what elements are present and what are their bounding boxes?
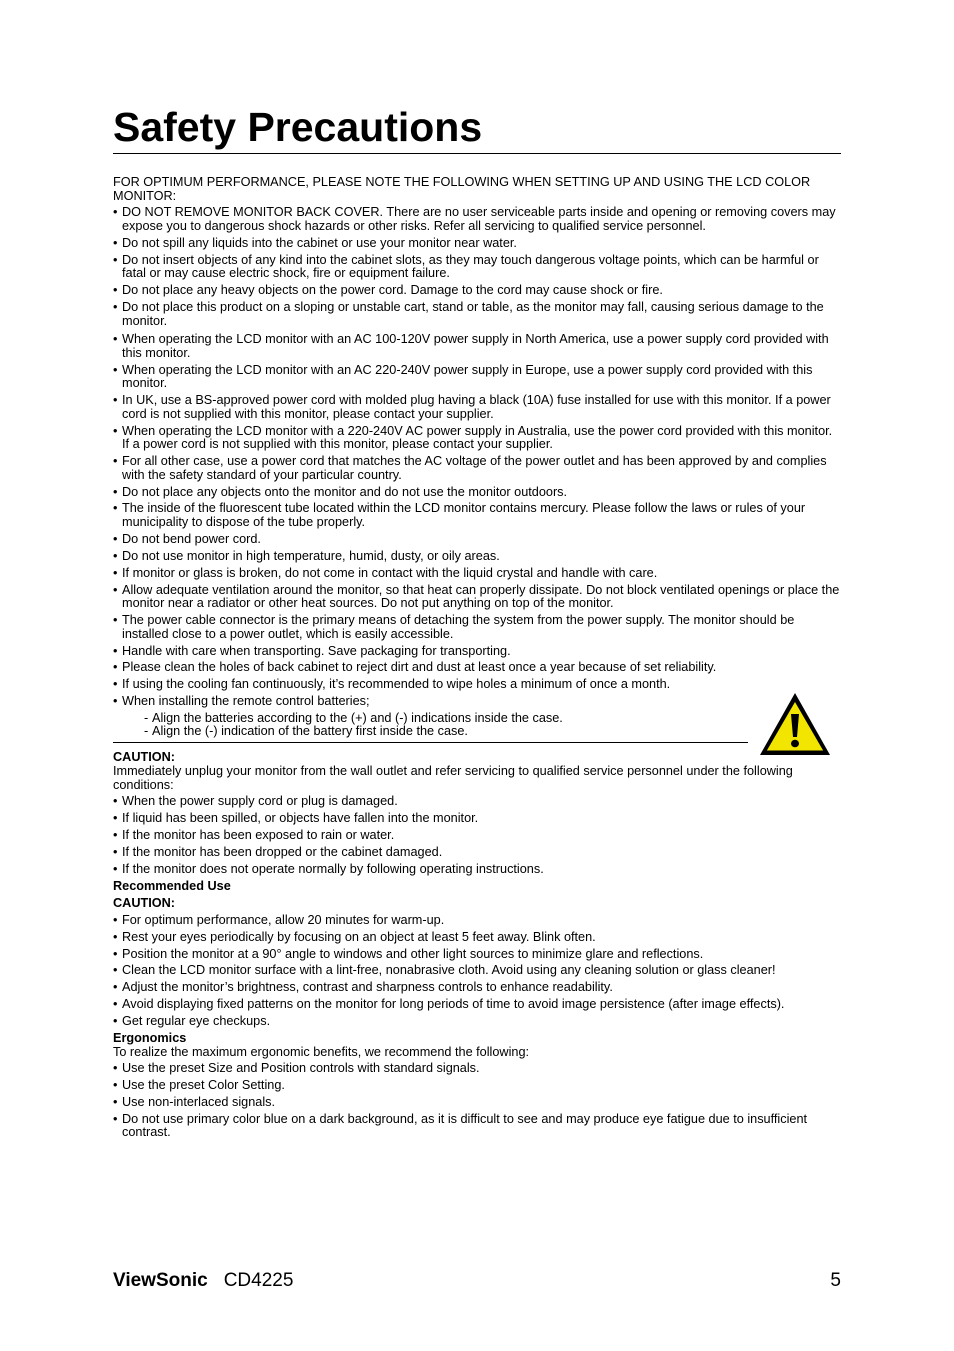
list-item: • Please clean the holes of back cabinet to reject dirt and dust at least once a year because of set reliability. bbox=[113, 661, 841, 675]
list-item: • When the power supply cord or plug is damaged. bbox=[113, 795, 841, 809]
list-item: • When operating the LCD monitor with an AC 100-120V power supply in North America, use a power supply cord provided with this monitor. bbox=[113, 333, 841, 360]
list-item: • Do not use primary color blue on a dark background, as it is difficult to see and may produce eye fatigue due to insufficient contrast. bbox=[113, 1113, 841, 1140]
document-body bbox=[113, 176, 841, 1143]
list-item: • If using the cooling fan continuously, it’s recommended to wipe holes a minimum of once a month. bbox=[113, 678, 841, 692]
battery-step: - Align the (-) indication of the battery first inside the case. bbox=[122, 725, 841, 739]
page-number: 5 bbox=[830, 1270, 841, 1291]
list-item: • Clean the LCD monitor surface with a lint-free, nonabrasive cloth. Avoid using any cleaning solution or glass cleaner! bbox=[113, 964, 841, 978]
list-item: • If liquid has been spilled, or objects have fallen into the monitor. bbox=[113, 812, 841, 826]
list-item: • If the monitor has been exposed to rain or water. bbox=[113, 829, 841, 843]
recommended-heading: Recommended Use bbox=[113, 878, 231, 893]
list-item: • When operating the LCD monitor with a 220-240V AC power supply in Australia, use the power cord provided with this monitor. If a power cord is not supplied with this monitor, please contact your supplier. bbox=[113, 425, 841, 452]
precautions-list bbox=[113, 206, 841, 739]
list-item: • Do not place this product on a sloping or unstable cart, stand or table, as the monitor may fall, causing serious damage to the monitor. bbox=[113, 301, 841, 328]
list-item: • The inside of the fluorescent tube located within the LCD monitor contains mercury. Please follow the laws or rules of your municipality to dispose of the tube properly. bbox=[113, 502, 841, 529]
page-title: Safety Precautions bbox=[113, 104, 483, 150]
list-item: • For all other case, use a power cord that matches the AC voltage of the power outlet and has been approved by and complies with the safety standard of your particular country. bbox=[113, 455, 841, 482]
footer-brand: ViewSonic bbox=[113, 1270, 208, 1291]
battery-intro: When installing the remote control batteries; bbox=[122, 694, 370, 709]
intro-text: FOR OPTIMUM PERFORMANCE, PLEASE NOTE THE FOLLOWING WHEN SETTING UP AND USING THE LCD COLOR MONITOR: bbox=[113, 175, 811, 203]
list-item: • Do not insert objects of any kind into the cabinet slots, as they may touch dangerous voltage points, which can be harmful or fatal or may cause electric shock, fire or equipment failure. bbox=[113, 254, 841, 281]
list-item: • Use non-interlaced signals. bbox=[113, 1096, 841, 1110]
warning-triangle-icon bbox=[758, 690, 832, 758]
section-divider bbox=[113, 742, 748, 743]
caution-heading: CAUTION: bbox=[113, 750, 176, 765]
list-item: • When operating the LCD monitor with an AC 220-240V power supply in Europe, use a power supply cord provided with this monitor. bbox=[113, 364, 841, 391]
list-item: • Do not place any objects onto the monitor and do not use the monitor outdoors. bbox=[113, 486, 841, 500]
recommended-caution: CAUTION: bbox=[113, 896, 176, 911]
page-footer bbox=[113, 1270, 841, 1294]
list-item: • Do not use monitor in high temperature, humid, dusty, or oily areas. bbox=[113, 550, 841, 564]
list-item: • If the monitor does not operate normally by following operating instructions. bbox=[113, 863, 841, 877]
list-item: • Avoid displaying fixed patterns on the monitor for long periods of time to avoid image persistence (after image effects). bbox=[113, 998, 841, 1012]
list-item: • Use the preset Color Setting. bbox=[113, 1079, 841, 1093]
list-item: • Position the monitor at a 90° angle to windows and other light sources to minimize glare and reflections. bbox=[113, 948, 841, 962]
list-item: • Get regular eye checkups. bbox=[113, 1015, 841, 1029]
list-item: • The power cable connector is the primary means of detaching the system from the power supply. The monitor should be installed close to a power outlet, which is easily accessible. bbox=[113, 614, 841, 641]
list-item: • If monitor or glass is broken, do not come in contact with the liquid crystal and handle with care. bbox=[113, 567, 841, 581]
title-divider bbox=[113, 153, 841, 154]
list-item: • For optimum performance, allow 20 minutes for warm-up. bbox=[113, 914, 841, 928]
list-item: • Handle with care when transporting. Save packaging for transporting. bbox=[113, 645, 841, 659]
list-item: • If the monitor has been dropped or the cabinet damaged. bbox=[113, 846, 841, 860]
list-item bbox=[113, 695, 841, 739]
list-item: • Allow adequate ventilation around the monitor, so that heat can properly dissipate. Do not block ventilated openings or place the monitor near a radiator or other heat sources. Do not put anything on top of the monitor. bbox=[113, 584, 841, 611]
caution-text: Immediately unplug your monitor from the wall outlet and refer servicing to qualified service personnel under the following conditions: bbox=[113, 763, 793, 792]
recommended-list bbox=[113, 914, 841, 1029]
battery-step: - Align the batteries according to the (+) and (-) indications inside the case. bbox=[122, 712, 841, 726]
list-item: • In UK, use a BS-approved power cord with molded plug having a black (10A) fuse installed for use with this monitor. If a power cord is not supplied with this monitor, please contact your supplier. bbox=[113, 394, 841, 421]
footer-model: CD4225 bbox=[223, 1270, 294, 1291]
ergonomics-text: To realize the maximum ergonomic benefits, we recommend the following: bbox=[113, 1044, 530, 1059]
list-item: • DO NOT REMOVE MONITOR BACK COVER. There are no user serviceable parts inside and opening or removing covers may expose you to dangerous shock hazards or other risks. Refer all servicing to qualified service personnel. bbox=[113, 206, 841, 233]
list-item: • Use the preset Size and Position controls with standard signals. bbox=[113, 1062, 841, 1076]
list-item: • Adjust the monitor’s brightness, contrast and sharpness controls to enhance readability. bbox=[113, 981, 841, 995]
list-item: • Do not spill any liquids into the cabinet or use your monitor near water. bbox=[113, 237, 841, 251]
list-item: • Do not place any heavy objects on the power cord. Damage to the cord may cause shock or fire. bbox=[113, 284, 841, 298]
caution-list bbox=[113, 795, 841, 876]
list-item: • Do not bend power cord. bbox=[113, 533, 841, 547]
list-item: • Rest your eyes periodically by focusing on an object at least 5 feet away. Blink often. bbox=[113, 931, 841, 945]
battery-steps bbox=[122, 712, 841, 739]
ergonomics-heading: Ergonomics bbox=[113, 1030, 187, 1045]
ergonomics-list bbox=[113, 1062, 841, 1140]
